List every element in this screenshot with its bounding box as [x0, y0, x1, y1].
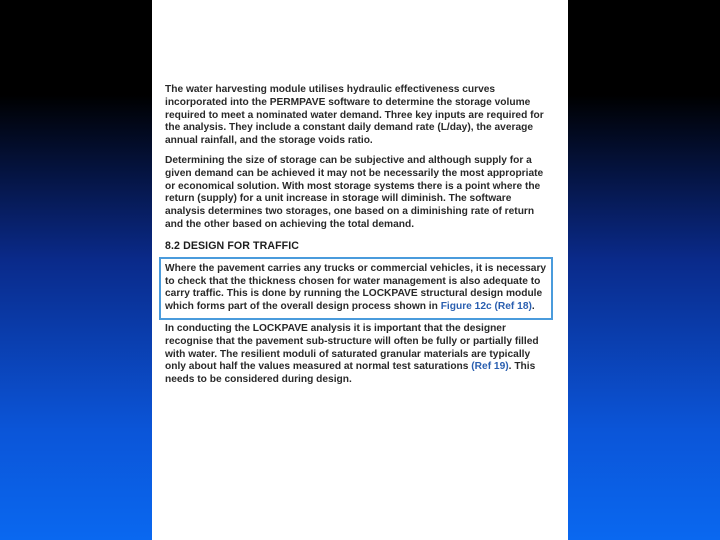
figure-reference: Figure 12c	[440, 301, 492, 313]
paragraph-storage-size: Determining the size of storage can be subjective and although supply for a given demand can be achieved it may not be necessarily the most appropriate or economical solution. With most storage systems there is a point where the return (supply) for a unit increase in storage will diminish. The software analysis determines two storages, one based on a diminishing rate of return and the other based on achieving the total demand.	[165, 154, 544, 230]
section-heading: 8.2 DESIGN FOR TRAFFIC	[165, 239, 300, 252]
paragraph-lockpave-end: . This needs to be considered during design.	[165, 361, 536, 386]
paragraph-lockpave-analysis	[165, 323, 549, 387]
citation-ref-19: (Ref 19)	[471, 361, 509, 373]
highlight-end: .	[531, 301, 535, 313]
highlight-text: Where the pavement carries any trucks or commercial vehicles, it is necessary to check that the thickness chosen for water management is also adequate to carry traffic. This is done by running the LOCKPAVE structural design module which forms part of the overall design process shown in	[165, 262, 547, 313]
paragraph-water-harvesting: The water harvesting module utilises hydraulic effectiveness curves incorporated into the PERMPAVE software to determine the storage volume required to meet a nominated water demand. Three key inputs are required for the analysis. They include a constant daily demand rate (L/day), the average annual rainfall, and the storage voids ratio.	[165, 84, 544, 147]
document-content	[165, 84, 549, 387]
highlighted-paragraph	[159, 257, 553, 320]
document-page	[152, 0, 568, 540]
paragraph-lockpave-text: In conducting the LOCKPAVE analysis it is important that the designer recognise that the pavement sub-structure will often be fully or partially filled with water. The resilient moduli of saturated granular materials are typically only about half the values measured at normal test saturations	[165, 322, 539, 373]
citation-ref-18: (Ref 18)	[494, 301, 532, 313]
